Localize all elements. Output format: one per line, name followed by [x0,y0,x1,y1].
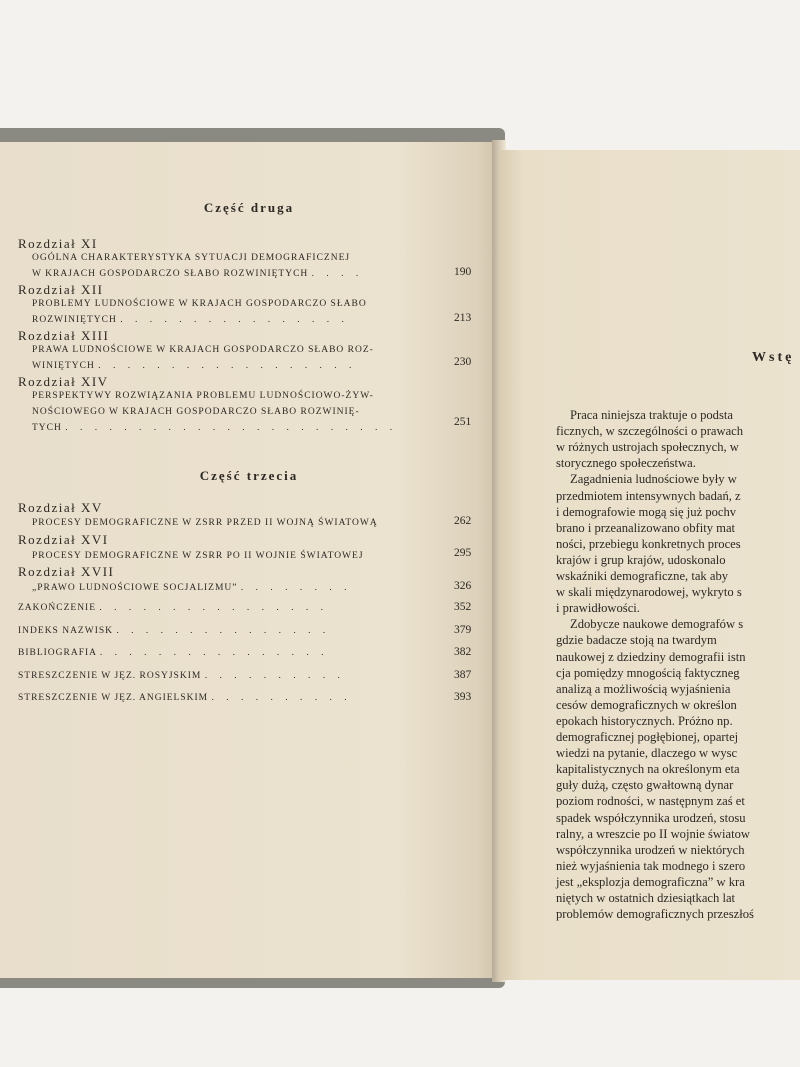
left-page-table-of-contents [0,142,498,978]
introduction-line: Zdobycze naukowe demografów s [570,617,744,632]
introduction-line: demograficznej pogłębionej, opartej [556,730,739,744]
chapter-xii-line1: PROBLEMY LUDNOŚCIOWE W KRAJACH GOSPODARCZO SŁABO [32,299,367,309]
introduction-line: i prawidłowości. [556,601,640,616]
introduction-line: nież wyjaśnienia tak modnego i szero [556,858,746,873]
chapter-xvii-title: „PRAWO LUDNOŚCIOWE SOCJALIZMU” . . . . . . . . [32,583,352,593]
introduction-line: guły dużą, często gwałtowną dynar [556,778,734,793]
chapter-xvi-label: Rozdział XVI [18,532,109,547]
introduction-line: storycznego społeczeństwa. [556,456,696,471]
introduction-line: analizą a możliwością wyjaśnienia [556,681,731,696]
chapter-xiii-page: 230 [454,356,472,368]
introduction-line: cesów demograficznych w określon [556,697,737,712]
chapter-xvi-title: PROCESY DEMOGRAFICZNE W ZSRR PO II WOJNIE ŚWIATOWEJ [32,551,364,561]
toc-entry-summary-english: STRESZCZENIE W JĘZ. ANGIELSKIM . . . . . . . . . . [18,693,352,703]
chapter-xvi-page: 295 [454,547,472,559]
chapter-xii-label: Rozdział XII [18,282,104,297]
chapter-xiii-line2: WINIĘTYCH . . . . . . . . . . . . . . . . . . [32,361,357,371]
chapter-xi-label: Rozdział XI [18,236,98,251]
introduction-line: współczynnika urodzeń w niektórych [556,842,745,857]
introduction-line: naukowej z dziedziny demografii istn [556,649,746,664]
chapter-xiv-line1: PERSPEKTYWY ROZWIĄZANIA PROBLEMU LUDNOŚCIOWO-ŻYW- [32,391,374,401]
introduction-line: wiedzi na pytanie, dlaczego w wysc [556,746,738,761]
introduction-line: gdzie badacze stoją na twardym [556,633,717,648]
chapter-xii-title [32,296,450,328]
introduction-line: niętych w ostatnich dziesiątkach lat [556,891,736,905]
toc-entry-summary-english-page: 393 [454,691,472,703]
toc-entry-index: INDEKS NAZWISK . . . . . . . . . . . . . . . [18,626,331,636]
chapter-xi-line2: W KRAJACH GOSPODARCZO SŁABO ROZWINIĘTYCH . . . . [32,269,364,279]
toc-entry-summary-russian: STRESZCZENIE W JĘZ. ROSYJSKIM . . . . . . . . . . [18,671,345,681]
chapter-xiv-line3: TYCH . . . . . . . . . . . . . . . . . . . . . . . [32,423,398,433]
introduction-heading: Wstę [752,350,795,365]
chapter-xiii-title [32,342,450,374]
chapter-xvii-page: 326 [454,580,472,592]
chapter-xv-title: PROCESY DEMOGRAFICZNE W ZSRR PRZED II WOJNĄ ŚWIATOWĄ [32,518,378,528]
part-two-heading: Część druga [203,200,295,215]
introduction-line: wskaźniki demograficzne, tak aby [556,569,729,583]
toc-entry-bibliography-page: 382 [454,646,472,658]
introduction-line: epokach historycznych. Próżno np. [556,713,733,728]
introduction-line: brano i przeanalizowano obfity mat [556,520,736,535]
introduction-line: ralny, a wreszcie po II wojnie światow [556,826,750,841]
introduction-line: problemów demograficznych przeszłoś [556,907,754,922]
introduction-line: i demografowie mogą się już pochv [556,504,737,519]
introduction-line: kapitalistycznych na określonym eta [556,762,740,777]
toc-entry-index-page: 379 [454,624,472,636]
toc-entry-conclusion: ZAKOŃCZENIE . . . . . . . . . . . . . . . . [18,603,329,613]
introduction-line: Praca niniejsza traktuje o podsta [570,408,733,422]
chapter-xiii-label: Rozdział XIII [18,328,110,343]
introduction-line: ficznych, w szczególności o prawach [556,424,744,439]
chapter-xii-page: 213 [454,312,472,324]
introduction-line: poziom rodności, w następnym zaś et [556,794,745,809]
right-page-introduction [500,150,800,980]
introduction-line: Zagadnienia ludnościowe były w [570,472,737,487]
chapter-xi-line1: OGÓLNA CHARAKTERYSTYKA SYTUACJI DEMOGRAFICZNEJ [32,253,351,263]
chapter-xv-label: Rozdział XV [18,500,103,515]
introduction-line: przedmiotem intensywnych badań, z [556,488,741,503]
chapter-xiv-line2: NOŚCIOWEGO W KRAJACH GOSPODARCZO SŁABO ROZWINIĘ- [32,407,360,417]
chapter-xii-line2: ROZWINIĘTYCH . . . . . . . . . . . . . . . . [32,315,349,325]
introduction-line: ności, przebiegu konkretnych proces [556,536,741,551]
chapter-xvii-label: Rozdział XVII [18,564,115,579]
toc-entry-conclusion-page: 352 [454,601,472,613]
chapter-xv-page: 262 [454,515,472,527]
toc-entry-summary-russian-page: 387 [454,669,472,681]
introduction-line: spadek współczynnika urodzeń, stosu [556,810,746,825]
chapter-xi-page: 190 [454,266,472,278]
introduction-line: cja pomiędzy mnogością faktyczneg [556,665,740,680]
chapter-xiv-title [32,388,450,436]
part-three-heading: Część trzecia [199,468,299,483]
introduction-line: krajów i grup krajów, udoskonalo [556,552,726,567]
chapter-xiii-line1: PRAWA LUDNOŚCIOWE W KRAJACH GOSPODARCZO SŁABO ROZ- [32,345,374,355]
toc-entry-bibliography: BIBLIOGRAFIA . . . . . . . . . . . . . . . . [18,648,329,658]
chapter-xiv-page: 251 [454,416,472,428]
introduction-line: jest „eksplozja demograficzna” w kra [556,874,745,889]
chapter-xiv-label: Rozdział XIV [18,374,109,389]
introduction-line: w różnych ustrojach społecznych, w [556,440,739,455]
introduction-line: w skali międzynarodowej, wykryto s [556,585,742,600]
chapter-xi-title [32,250,450,282]
